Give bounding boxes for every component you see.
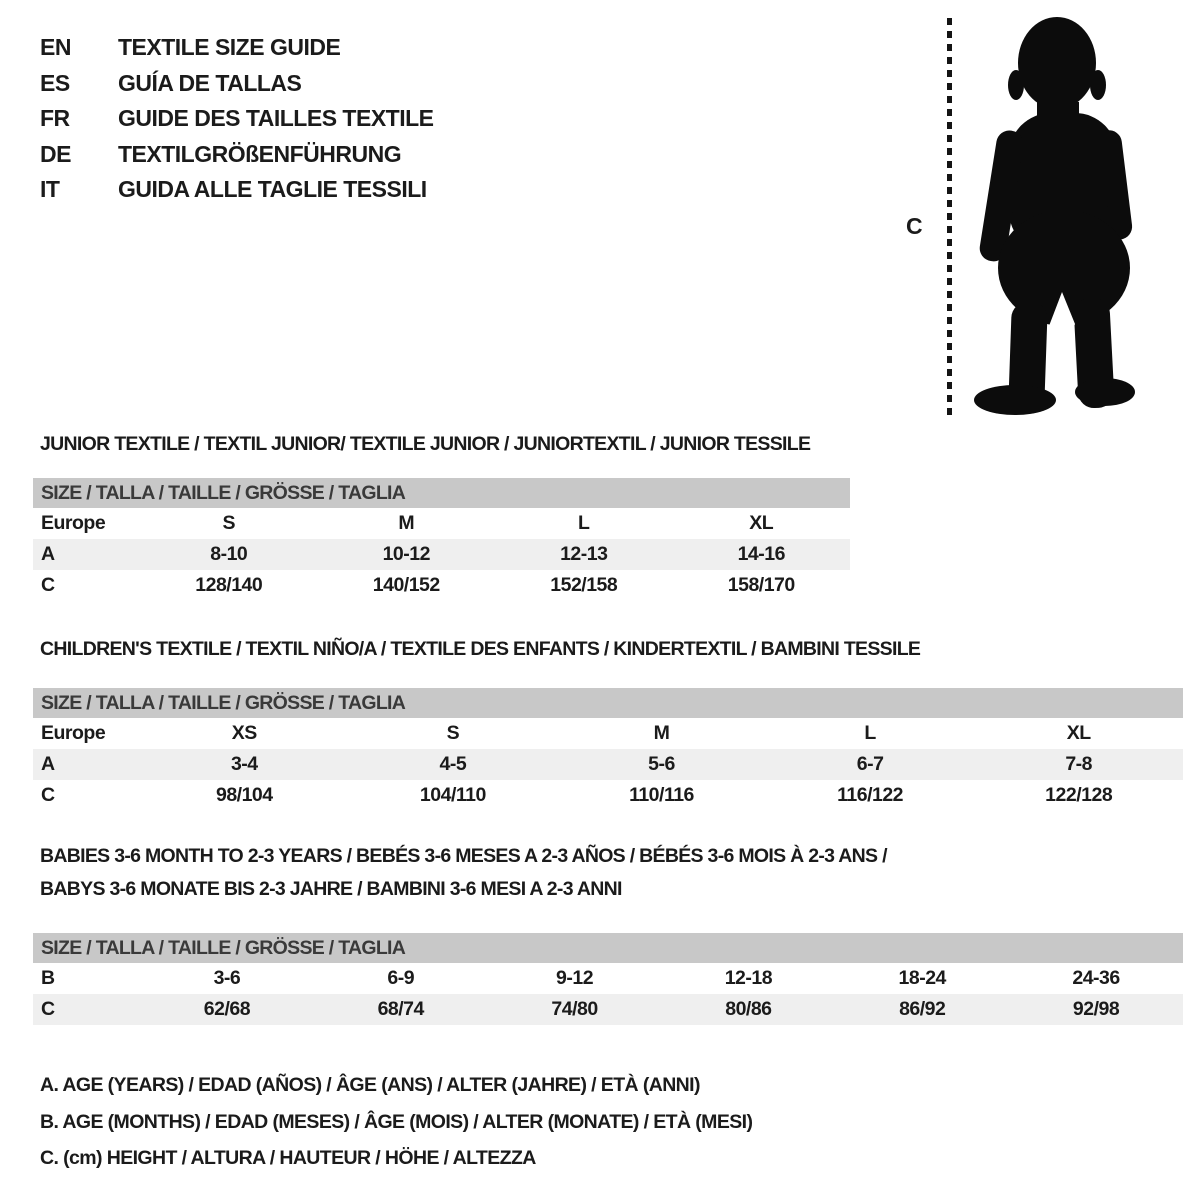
size-value: 62/68 — [203, 998, 251, 1020]
size-value: 128/140 — [195, 574, 263, 596]
legend-line: A. AGE (YEARS) / EDAD (AÑOS) / ÂGE (ANS) / ALTER (JAHRE) / ETÀ (ANNI) — [40, 1074, 700, 1096]
guide-title: GUIDA ALLE TAGLIE TESSILI — [118, 176, 427, 203]
size-value: S — [446, 722, 460, 744]
size-table-header: SIZE / TALLA / TAILLE / GRÖSSE / TAGLIA — [33, 478, 850, 508]
size-value: 110/116 — [629, 784, 694, 806]
table-row — [33, 508, 850, 539]
size-table-header: SIZE / TALLA / TAILLE / GRÖSSE / TAGLIA — [33, 933, 1183, 963]
size-value: 24-36 — [1072, 967, 1120, 989]
section-heading-line: JUNIOR TEXTILE / TEXTIL JUNIOR/ TEXTILE JUNIOR / JUNIORTEXTIL / JUNIOR TESSILE — [40, 433, 811, 455]
language-row — [40, 172, 434, 208]
language-header — [40, 30, 434, 208]
size-value: 122/128 — [1045, 784, 1113, 806]
size-value: 14-16 — [737, 543, 785, 565]
language-row — [40, 30, 434, 66]
size-value: 140/152 — [372, 574, 440, 596]
legend-line: C. (cm) HEIGHT / ALTURA / HAUTEUR / HÖHE / ALTEZZA — [40, 1147, 536, 1169]
size-table — [33, 933, 1183, 1025]
section-heading-line: CHILDREN'S TEXTILE / TEXTIL NIÑO/A / TEXTILE DES ENFANTS / KINDERTEXTIL / BAMBINI TESSILE — [40, 638, 921, 660]
section-heading-line: BABIES 3-6 MONTH TO 2-3 YEARS / BEBÉS 3-6 MESES A 2-3 AÑOS / BÉBÉS 3-6 MOIS À 2-3 ANS / — [40, 845, 887, 867]
guide-title: TEXTILGRÖßENFÜHRUNG — [118, 140, 402, 167]
section-heading — [40, 433, 850, 456]
size-value: 7-8 — [1065, 753, 1093, 775]
size-value: 4-5 — [439, 753, 467, 775]
size-value: XL — [1066, 722, 1091, 744]
table-row — [33, 718, 1183, 749]
section-heading-line: BABYS 3-6 MONATE BIS 2-3 JAHRE / BAMBINI 3-6 MESI A 2-3 ANNI — [40, 878, 622, 900]
toddler-silhouette-icon — [952, 10, 1142, 420]
row-label: A — [41, 753, 55, 775]
row-label: Europe — [41, 722, 106, 744]
guide-title: GUÍA DE TALLAS — [118, 69, 302, 96]
size-value: M — [398, 512, 415, 534]
language-code: DE — [40, 140, 71, 167]
language-code: IT — [40, 176, 60, 203]
size-value: XL — [749, 512, 774, 534]
language-code: ES — [40, 69, 70, 96]
size-value: 8-10 — [210, 543, 248, 565]
size-section — [33, 433, 850, 601]
size-value: 74/80 — [551, 998, 598, 1020]
table-row — [33, 570, 850, 601]
size-value: 92/98 — [1072, 998, 1120, 1020]
language-row — [40, 101, 434, 137]
guide-title: GUIDE DES TAILLES TEXTILE — [118, 105, 434, 132]
size-value: 104/110 — [419, 784, 486, 806]
size-value: 80/86 — [725, 998, 772, 1020]
size-value: 10-12 — [382, 543, 430, 565]
height-measure-label: C — [906, 213, 923, 239]
size-value: XS — [231, 722, 257, 744]
size-value: L — [578, 512, 590, 534]
guide-title: TEXTILE SIZE GUIDE — [118, 34, 341, 61]
table-row — [33, 749, 1183, 780]
size-value: S — [222, 512, 235, 534]
row-label: A — [41, 543, 55, 565]
size-value: L — [864, 722, 876, 744]
size-value: 18-24 — [898, 967, 946, 989]
language-code: EN — [40, 34, 71, 61]
language-code: FR — [40, 105, 70, 132]
language-row — [40, 66, 434, 102]
row-label: C — [41, 784, 55, 806]
size-value: 6-9 — [387, 967, 415, 989]
size-value: 3-6 — [213, 967, 241, 989]
size-value: 86/92 — [899, 998, 946, 1020]
size-value: 68/74 — [377, 998, 424, 1020]
size-value: M — [653, 722, 670, 744]
size-value: 158/170 — [727, 574, 795, 596]
size-table — [33, 688, 1183, 811]
row-label: C — [41, 574, 55, 596]
table-row — [33, 780, 1183, 811]
size-value: 98/104 — [215, 784, 273, 806]
size-table-header: SIZE / TALLA / TAILLE / GRÖSSE / TAGLIA — [33, 688, 1183, 718]
size-value: 6-7 — [856, 753, 884, 775]
size-value: 152/158 — [550, 574, 618, 596]
table-row — [33, 994, 1183, 1025]
size-value: 3-4 — [230, 753, 258, 775]
row-label: Europe — [41, 512, 106, 534]
size-value: 5-6 — [648, 753, 675, 775]
table-row — [33, 539, 850, 570]
legend-line: B. AGE (MONTHS) / EDAD (MESES) / ÂGE (MOIS) / ALTER (MONATE) / ETÀ (MESI) — [40, 1110, 753, 1133]
size-value: 12-13 — [560, 543, 608, 565]
size-table — [33, 478, 850, 601]
table-row — [33, 963, 1183, 994]
row-label: C — [41, 998, 55, 1020]
section-heading — [40, 638, 1183, 661]
language-row — [40, 137, 434, 173]
size-value: 12-18 — [724, 967, 773, 989]
section-heading — [40, 840, 1183, 906]
size-section — [33, 638, 1183, 811]
row-label: B — [41, 967, 55, 989]
legend — [40, 1067, 752, 1177]
size-value: 9-12 — [556, 967, 594, 989]
size-section — [33, 840, 1183, 1025]
size-value: 116/122 — [837, 784, 904, 806]
